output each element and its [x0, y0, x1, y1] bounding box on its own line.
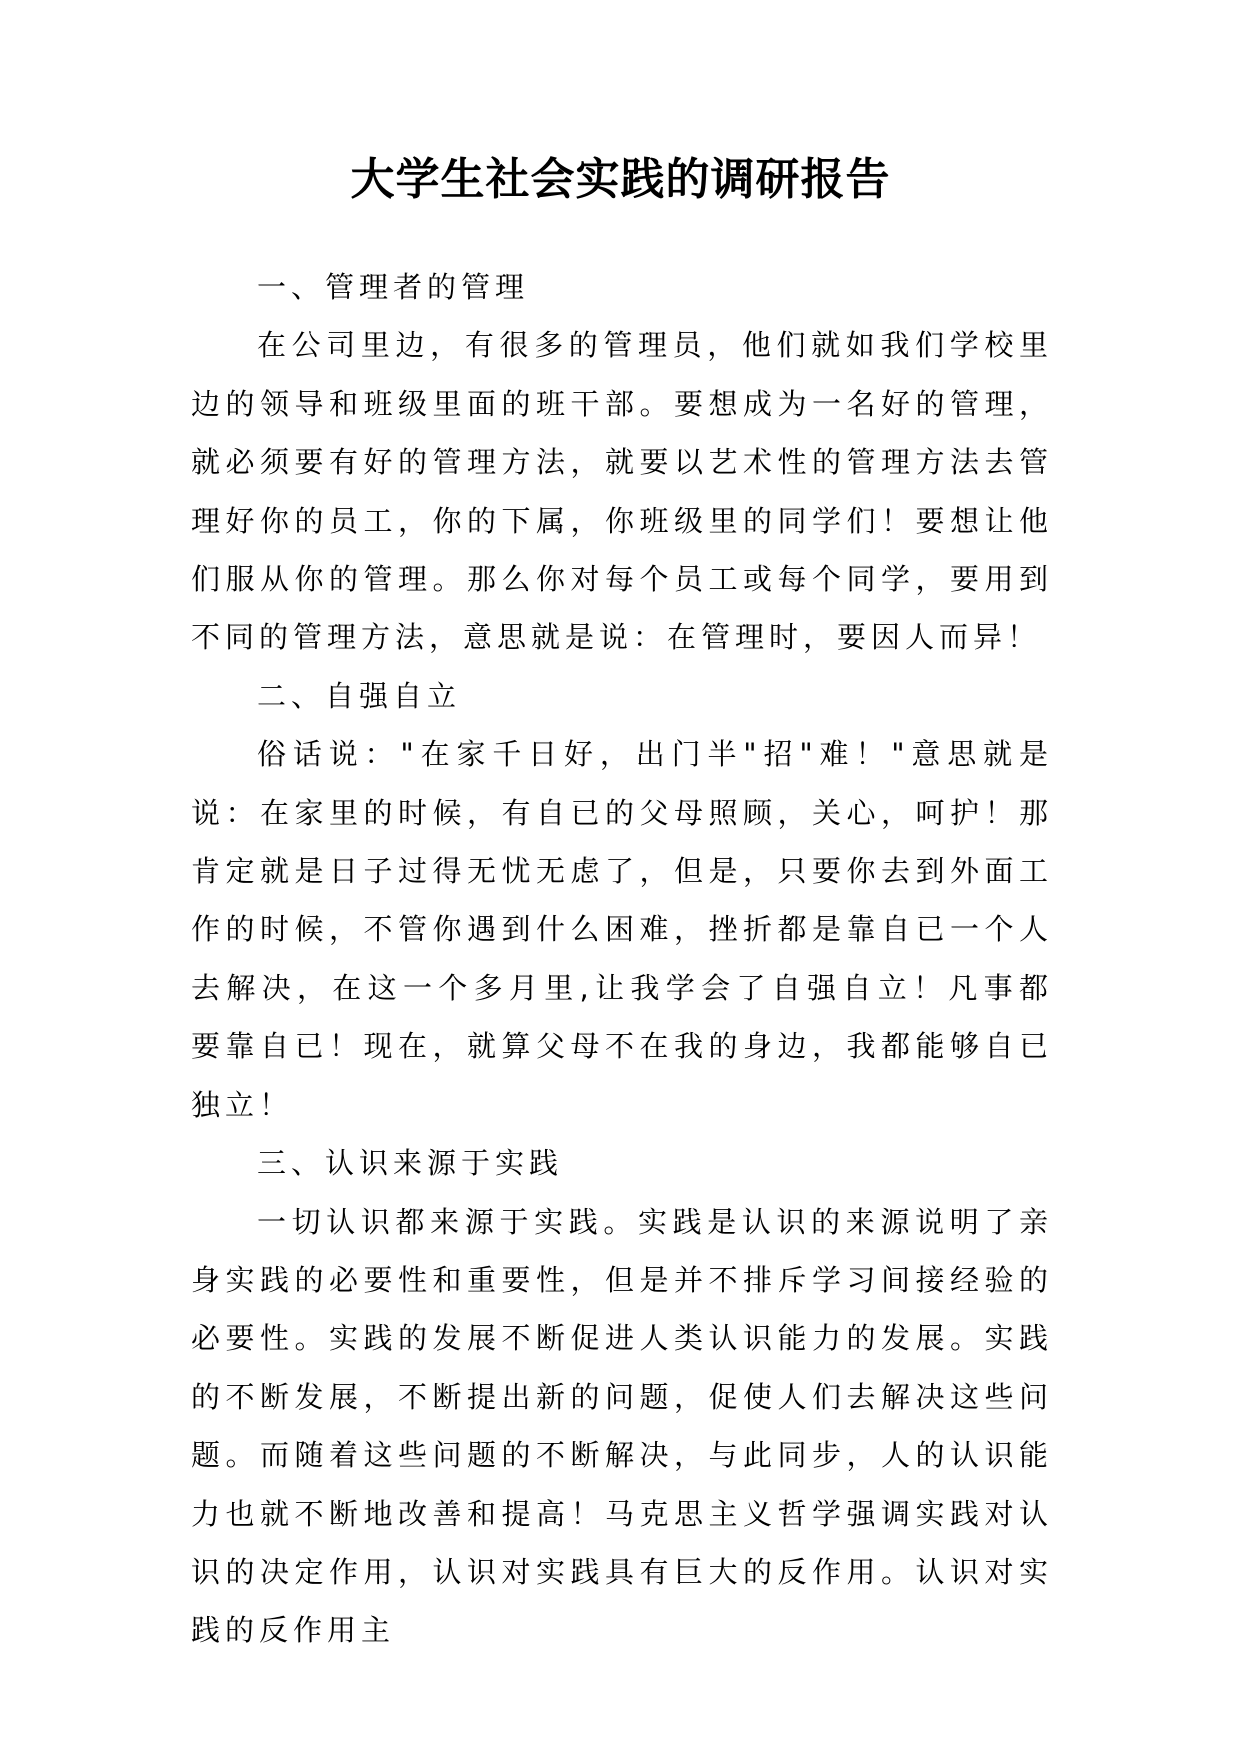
document-body [191, 258, 1053, 1660]
document-title: 大学生社会实践的调研报告 [350, 154, 891, 205]
section-paragraph: 在公司里边，有很多的管理员，他们就如我们学校里边的领导和班级里面的班干部。要想成为一名好的管理，就必须要有好的管理方法，就要以艺术性的管理方法去管理好你的员工，你的下属，你班级里的同学们！要想让他们服从你的管理。那么你对每个员工或每个同学，要用到不同的管理方法，意思就是说：在管理时，要因人而异！ [191, 328, 1053, 655]
section-management [191, 258, 1053, 667]
section-heading: 二、自强自立 [257, 678, 462, 713]
section-heading: 三、认识来源于实践 [257, 1146, 564, 1181]
section-knowledge-from-practice [191, 1134, 1053, 1660]
section-paragraph: 俗话说："在家千日好，出门半"招"难！"意思就是说：在家里的时候，有自已的父母照顾，关心，呵护！那肯定就是日子过得无忧无虑了，但是，只要你去到外面工作的时候，不管你遇到什么困难，挫折都是靠自已一个人去解决，在这一个多月里,让我学会了自强自立！凡事都要靠自已！现在，就算父母不在我的身边，我都能够自已独立！ [191, 737, 1053, 1122]
section-heading: 一、管理者的管理 [257, 270, 530, 304]
section-self-reliance [191, 667, 1053, 1134]
section-paragraph: 一切认识都来源于实践。实践是认识的来源说明了亲身实践的必要性和重要性，但是并不排斥学习间接经验的必要性。实践的发展不断促进人类认识能力的发展。实践的不断发展，不断提出新的问题，促使人们去解决这些问题。而随着这些问题的不断解决，与此同步，人的认识能力也就不断地改善和提高！马克思主义哲学强调实践对认识的决定作用，认识对实践具有巨大的反作用。认识对实践的反作用主 [191, 1204, 1053, 1648]
